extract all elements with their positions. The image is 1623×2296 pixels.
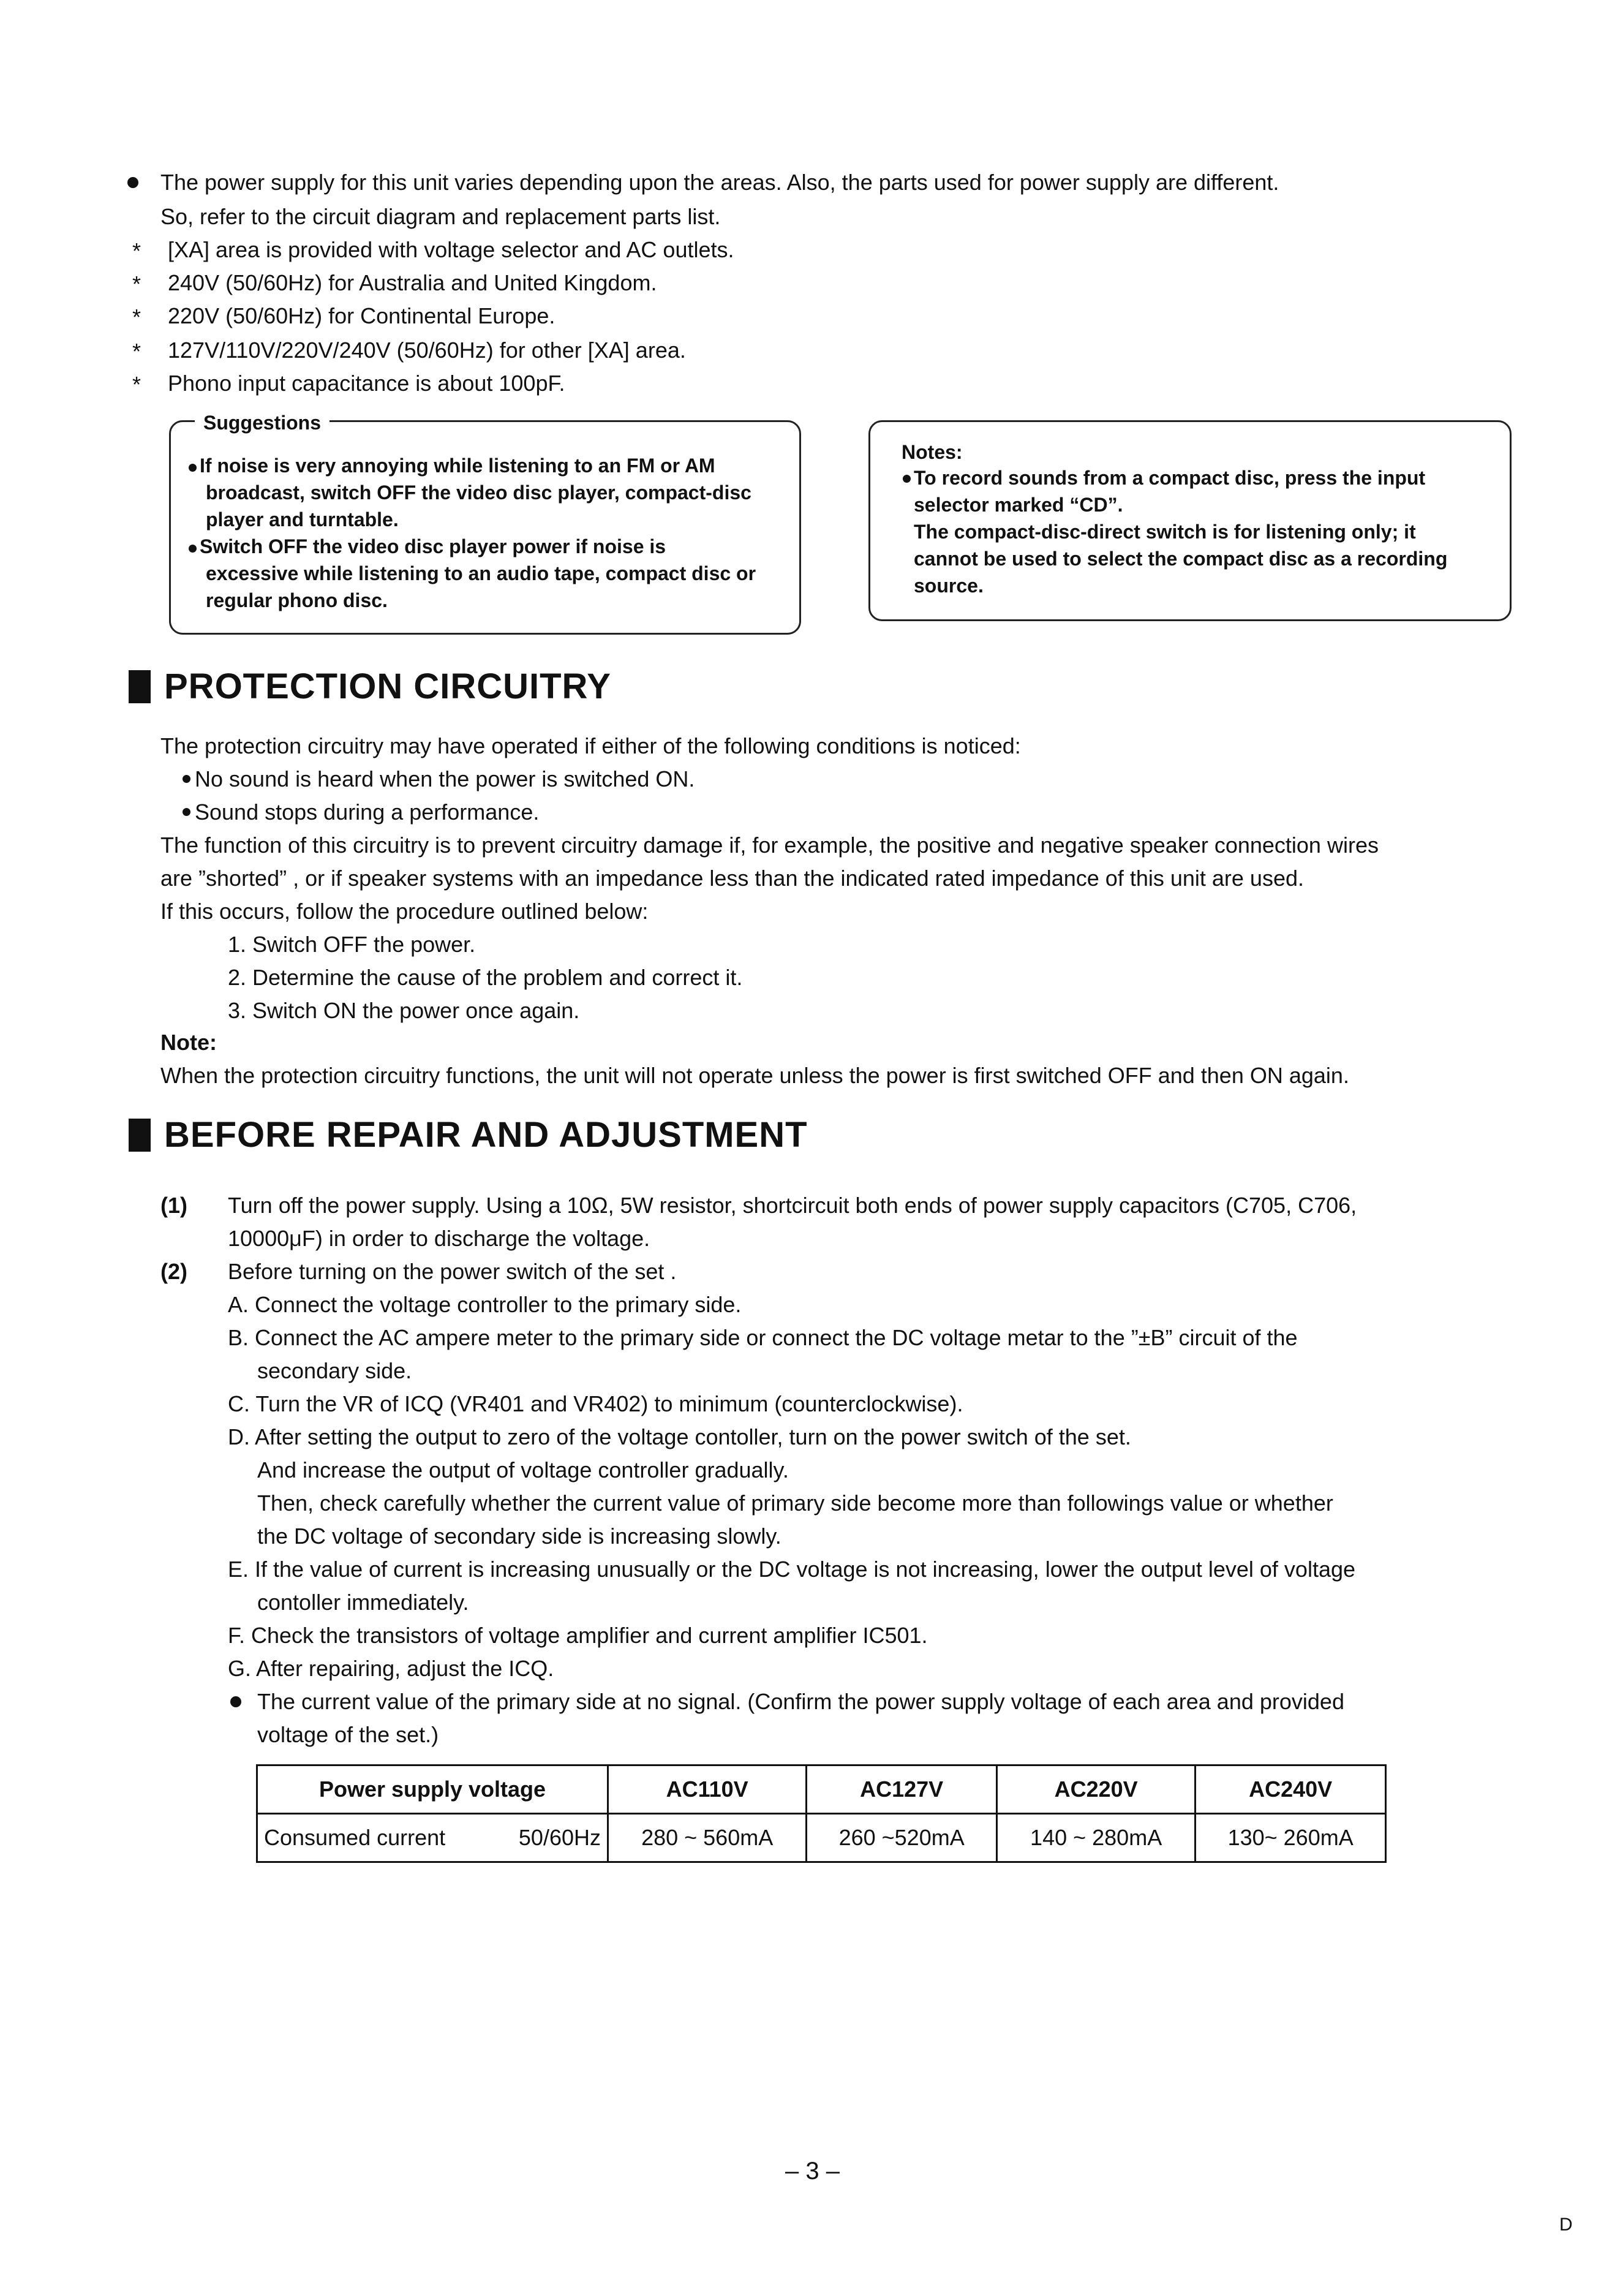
table-header-cell: Power supply voltage — [257, 1765, 608, 1814]
note-bullet-icon — [903, 475, 911, 483]
table-cell: 130~ 260mA — [1196, 1814, 1386, 1862]
repair-step: secondary side. — [257, 1358, 412, 1383]
asterisk-icon: * — [132, 372, 141, 397]
suggestion-line: regular phono disc. — [206, 589, 388, 611]
bullet-icon — [230, 1696, 241, 1707]
repair-step: E. If the value of current is increasing unusually or the DC voltage is not increasing, lower the output level of voltage — [228, 1557, 1356, 1582]
repair-step: D. After setting the output to zero of the voltage contoller, turn on the power switch of the set. — [228, 1424, 1131, 1449]
intro-line-2: So, refer to the circuit diagram and replacement parts list. — [160, 204, 721, 229]
protection-step: 3. Switch ON the power once again. — [228, 998, 580, 1023]
row-frequency: 50/60Hz — [518, 1825, 601, 1850]
repair-line: Turn off the power supply. Using a 10Ω, 5W resistor, shortcircuit both ends of power supply capacitors (C705, C706, — [228, 1193, 1357, 1218]
table-header-cell: AC220V — [996, 1765, 1195, 1814]
protection-note-label: Note: — [160, 1030, 217, 1055]
protection-bullet: Sound stops during a performance. — [195, 799, 540, 825]
repair-step: Then, check carefully whether the current value of primary side become more than followings value or whether — [257, 1490, 1333, 1516]
protection-paragraph: The function of this circuitry is to prevent circuitry damage if, for example, the positive and negative speaker connection wires — [160, 833, 1379, 858]
corner-mark: D — [1559, 2215, 1573, 2235]
note-line: source. — [914, 575, 984, 597]
repair-item-number: (1) — [160, 1193, 187, 1218]
bullet-icon — [183, 808, 190, 816]
repair-step: And increase the output of voltage controller gradually. — [257, 1457, 789, 1482]
repair-bullet-line: voltage of the set.) — [257, 1722, 439, 1747]
table-header-cell: AC240V — [1196, 1765, 1386, 1814]
note-line: cannot be used to select the compact disc as a recording — [914, 548, 1448, 570]
intro-line-1: The power supply for this unit varies depending upon the areas. Also, the parts used for power supply are different. — [160, 170, 1279, 195]
suggestion-line: Switch OFF the video disc player power if noise is — [200, 535, 666, 557]
table-cell: 280 ~ 560mA — [608, 1814, 807, 1862]
protection-note-text: When the protection circuitry functions, the unit will not operate unless the power is first switched OFF and then ON again. — [160, 1063, 1349, 1088]
asterisk-icon: * — [132, 339, 141, 364]
asterisk-icon: * — [132, 271, 141, 296]
table-row — [257, 1814, 1386, 1862]
suggestions-title: Suggestions — [195, 409, 329, 436]
star-item: Phono input capacitance is about 100pF. — [168, 371, 565, 396]
protection-paragraph: If this occurs, follow the procedure outlined below: — [160, 899, 649, 924]
bullet-icon — [127, 177, 138, 188]
repair-line: 10000μF) in order to discharge the voltage. — [228, 1226, 650, 1251]
repair-step: F. Check the transistors of voltage amplifier and current amplifier IC501. — [228, 1623, 928, 1648]
suggestion-bullet-icon — [189, 545, 197, 553]
table-cell: 140 ~ 280mA — [996, 1814, 1195, 1862]
repair-step: G. After repairing, adjust the ICQ. — [228, 1656, 554, 1681]
repair-step: contoller immediately. — [257, 1590, 469, 1615]
note-line: The compact-disc-direct switch is for listening only; it — [914, 521, 1416, 543]
protection-step: 1. Switch OFF the power. — [228, 932, 476, 957]
suggestion-line: broadcast, switch OFF the video disc player, compact-disc — [206, 481, 751, 504]
table-row-label-cell — [257, 1814, 608, 1862]
table-header-cell: AC127V — [807, 1765, 997, 1814]
table-header-row — [257, 1765, 1386, 1814]
row-label: Consumed current — [264, 1825, 446, 1850]
protection-heading: PROTECTION CIRCUITRY — [164, 667, 611, 706]
page-number: – 3 – — [785, 2158, 840, 2185]
star-item: [XA] area is provided with voltage selector and AC outlets. — [168, 237, 734, 262]
repair-bullet-line: The current value of the primary side at no signal. (Confirm the power supply voltage of each area and provided — [257, 1689, 1344, 1714]
repair-step: C. Turn the VR of ICQ (VR401 and VR402) to minimum (counterclockwise). — [228, 1391, 963, 1416]
protection-paragraph: are ”shorted” , or if speaker systems with an impedance less than the indicated rated impedance of this unit are used. — [160, 866, 1304, 891]
repair-heading: BEFORE REPAIR AND ADJUSTMENT — [164, 1115, 808, 1155]
note-line: selector marked “CD”. — [914, 494, 1123, 516]
protection-bullet: No sound is heard when the power is switched ON. — [195, 766, 695, 791]
heading-square-icon — [129, 670, 151, 703]
repair-step: B. Connect the AC ampere meter to the primary side or connect the DC voltage metar to the ”±B” circuit of the — [228, 1325, 1298, 1350]
repair-step: the DC voltage of secondary side is increasing slowly. — [257, 1524, 781, 1549]
repair-line: Before turning on the power switch of the set . — [228, 1259, 677, 1284]
heading-square-icon — [129, 1119, 151, 1152]
suggestion-line: excessive while listening to an audio tape, compact disc or — [206, 562, 756, 584]
asterisk-icon: * — [132, 238, 141, 263]
star-item: 220V (50/60Hz) for Continental Europe. — [168, 303, 555, 328]
protection-intro: The protection circuitry may have operated if either of the following conditions is noticed: — [160, 733, 1021, 758]
suggestion-line: If noise is very annoying while listening to an FM or AM — [200, 455, 715, 477]
power-supply-table — [256, 1764, 1387, 1863]
bullet-icon — [183, 775, 190, 783]
notes-title: Notes: — [902, 441, 963, 463]
repair-step: A. Connect the voltage controller to the primary side. — [228, 1292, 742, 1317]
table-header-cell: AC110V — [608, 1765, 807, 1814]
repair-item-number: (2) — [160, 1259, 187, 1284]
suggestion-line: player and turntable. — [206, 508, 399, 531]
note-line: To record sounds from a compact disc, press the input — [914, 467, 1426, 489]
star-item: 127V/110V/220V/240V (50/60Hz) for other [XA] area. — [168, 338, 686, 363]
table-cell: 260 ~520mA — [807, 1814, 997, 1862]
protection-step: 2. Determine the cause of the problem and correct it. — [228, 965, 743, 990]
suggestion-bullet-icon — [189, 464, 197, 472]
asterisk-icon: * — [132, 304, 141, 330]
star-item: 240V (50/60Hz) for Australia and United Kingdom. — [168, 270, 657, 295]
